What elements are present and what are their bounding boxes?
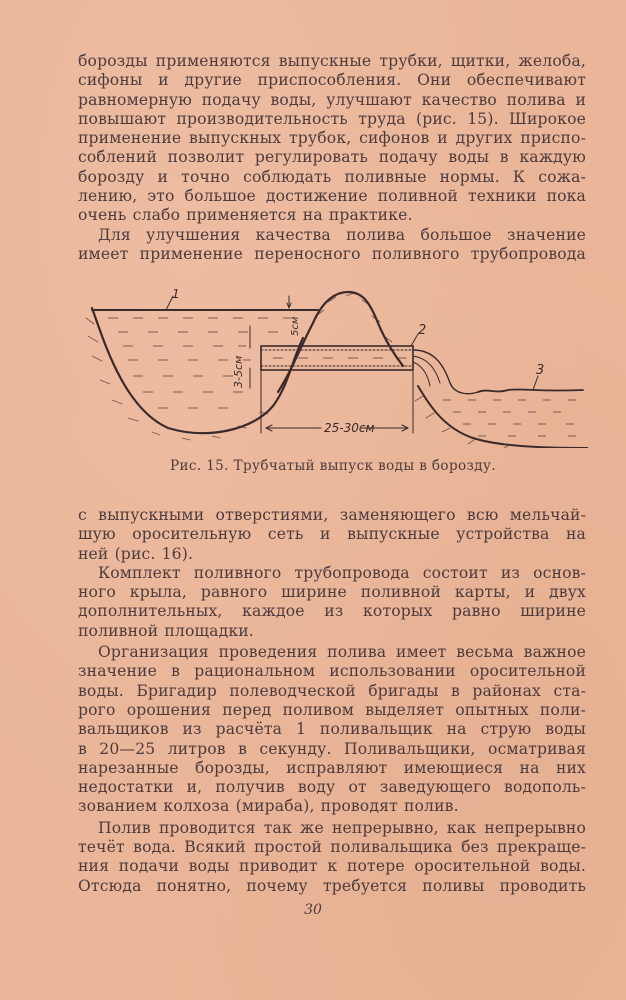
figure-tube-outlet-diagram (78, 288, 588, 448)
text-line: воды. Бригадир полеводческой бригады в районах ста- (78, 681, 586, 700)
text-line: Отсюда понятно, почему требуется поливы проводить (78, 876, 586, 895)
text-line: борозду и точно соблюдать поливные нормы. К сожа- (78, 167, 586, 186)
text-line: зованием колхоза (мираба), проводят полив. (78, 797, 459, 816)
page-number: 30 (304, 902, 322, 918)
text-line: недостатки и, получив воду от заведующего водополь- (78, 778, 586, 797)
figure-caption: Рис. 15. Трубчатый выпуск воды в борозду. (169, 458, 497, 474)
text-line: Полив проводится так же непрерывно, как непрерывно (98, 818, 586, 837)
text-line: применение выпускных трубок, сифонов и других приспо- (78, 129, 586, 148)
text-line: течёт вода. Всякий простой поливальщика без прекраще- (78, 838, 586, 857)
text-line: борозды применяются выпускные трубки, щитки, желоба, (78, 52, 586, 70)
text-line: в 20—25 литров в секунду. Поливальщики, осматривая (78, 739, 586, 758)
paragraph-pipeline-continued (78, 506, 586, 564)
paragraph-continuous-irrigation (78, 819, 586, 896)
tube-outlet-illustration (78, 288, 588, 448)
text-line: поливной площадки. (78, 621, 254, 640)
paragraph-furrow-devices (78, 52, 586, 226)
text-line: вальщиков из расчёта 1 поливальщик на струю воды (78, 720, 586, 739)
text-line: сифоны и другие приспособления. Они обеспечивают (78, 71, 586, 90)
text-line: ного крыла, равного ширине поливной карты, и двух (78, 583, 586, 602)
text-line: равномерную подачу воды, улучшают качество полива и (78, 90, 586, 109)
figure-label-1: 1 (172, 288, 180, 301)
text-line: дополнительных, каждое из которых равно ширине (78, 602, 586, 621)
text-line: Для улучшения качества полива большое значение (98, 225, 586, 244)
paragraph-pipeline-set (78, 564, 586, 641)
text-line: ней (рис. 16). (78, 544, 194, 563)
text-line: соблений позволит регулировать подачу воды в каждую (78, 148, 586, 167)
text-line: ния подачи воды приводит к потере оросительной воды. (78, 857, 586, 876)
bottom-text-block (78, 506, 586, 896)
text-line: Комплект поливного трубопровода состоит из основ- (98, 563, 586, 582)
paragraph-irrigation-organization (78, 643, 586, 817)
figure-dimension-3-5cm: 3-5см (232, 355, 245, 388)
top-text-block (78, 52, 586, 264)
paragraph-portable-pipeline (78, 226, 586, 265)
text-line: лению, это большое достижение поливной техники пока (78, 187, 586, 206)
text-line: повышают производительность труда (рис. 15). Широкое (78, 109, 586, 128)
figure-dimension-5cm: 5см (290, 316, 301, 336)
text-line: Организация проведения полива имеет весьма важное (98, 643, 586, 662)
text-line: с выпускными отверстиями, заменяющего всю мельчай- (78, 506, 586, 524)
text-line: имеет применение переносного поливного трубопровода (78, 244, 586, 263)
text-line: очень слабо применяется на практике. (78, 206, 413, 225)
figure-label-2: 2 (418, 323, 427, 338)
figure-label-3: 3 (536, 363, 545, 378)
figure-dimension-25-30cm: 25-30см (324, 421, 375, 435)
text-line: нарезанные борозды, исправляют имеющиеся на них (78, 758, 586, 777)
text-line: шую оросительную сеть и выпускные устройства на (78, 525, 586, 544)
text-line: значение в рациональном использовании оросительной (78, 662, 586, 681)
text-line: рого орошения перед поливом выделяет опытных поли- (78, 700, 586, 719)
